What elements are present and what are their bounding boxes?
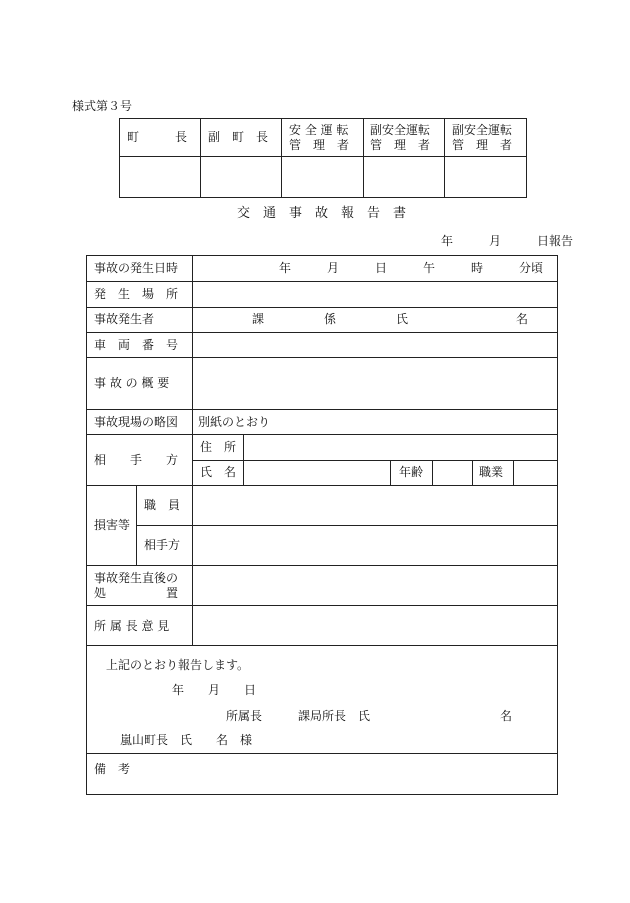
summary-field[interactable] <box>194 359 556 408</box>
address-field[interactable] <box>245 436 556 459</box>
name-field[interactable] <box>245 462 389 484</box>
remarks-field[interactable] <box>136 755 556 793</box>
approval-header-vice-safety2-l2: 管 理 者 <box>452 138 513 152</box>
person-field[interactable]: 課 係 氏 名 <box>252 312 529 326</box>
age-field[interactable] <box>434 462 471 484</box>
approval-header-vice-safety2-l1: 副安全運転 <box>452 123 513 137</box>
label-person: 事故発生者 <box>94 312 155 326</box>
declaration-addressee: 嵐山町長 氏 名 様 <box>120 733 253 747</box>
sketch-field[interactable]: 別紙のとおり <box>198 415 271 429</box>
label-action-line1: 事故発生直後の <box>94 571 179 585</box>
report-date: 年 月 日報告 <box>441 234 574 248</box>
label-other-party: 相 手 方 <box>94 453 179 467</box>
label-sketch: 事故現場の略図 <box>94 415 179 429</box>
label-place: 発 生 場 所 <box>94 287 179 301</box>
label-damage: 損害等 <box>94 518 131 532</box>
label-opinion: 所 属 長 意 見 <box>94 619 170 633</box>
approval-table <box>119 118 527 198</box>
label-age: 年齢 <box>399 465 424 479</box>
approval-header-vice-mayor: 副 町 長 <box>208 130 269 144</box>
approval-header-safety-l2: 管 理 者 <box>289 138 350 152</box>
label-vehicle: 車 両 番 号 <box>94 338 179 352</box>
vehicle-field[interactable] <box>194 334 556 356</box>
label-datetime: 事故の発生日時 <box>94 261 179 275</box>
damage-other-field[interactable] <box>194 527 556 564</box>
action-field[interactable] <box>194 567 556 604</box>
form-number: 様式第３号 <box>72 99 133 113</box>
label-action-line2: 処 置 <box>94 586 179 600</box>
datetime-field[interactable]: 年 月 日 午 時 分頃 <box>279 261 544 275</box>
label-address: 住 所 <box>200 440 237 454</box>
declaration-date[interactable]: 年 月 日 <box>172 683 257 697</box>
place-field[interactable] <box>194 283 556 306</box>
declaration-name-suffix: 名 <box>500 709 513 723</box>
label-name: 氏 名 <box>200 465 237 479</box>
label-job: 職業 <box>479 465 504 479</box>
approval-header-mayor: 町 長 <box>127 130 188 144</box>
label-remarks: 備 考 <box>94 762 131 776</box>
approval-header-vice-safety1-l2: 管 理 者 <box>370 138 431 152</box>
declaration-dept[interactable]: 所属長 課局所長 氏 <box>226 709 371 723</box>
declaration-text: 上記のとおり報告します。 <box>106 658 250 672</box>
label-summary: 事 故 の 概 要 <box>94 376 170 390</box>
document-title: 交 通 事 故 報 告 書 <box>237 206 407 221</box>
opinion-field[interactable] <box>194 607 556 644</box>
approval-header-safety-l1: 安 全 運 転 <box>289 123 349 137</box>
damage-staff-field[interactable] <box>194 487 556 524</box>
label-damage-staff: 職 員 <box>144 498 181 512</box>
report-table <box>86 255 558 795</box>
job-field[interactable] <box>515 462 556 484</box>
label-damage-other: 相手方 <box>144 538 181 552</box>
approval-header-vice-safety1-l1: 副安全運転 <box>370 123 431 137</box>
